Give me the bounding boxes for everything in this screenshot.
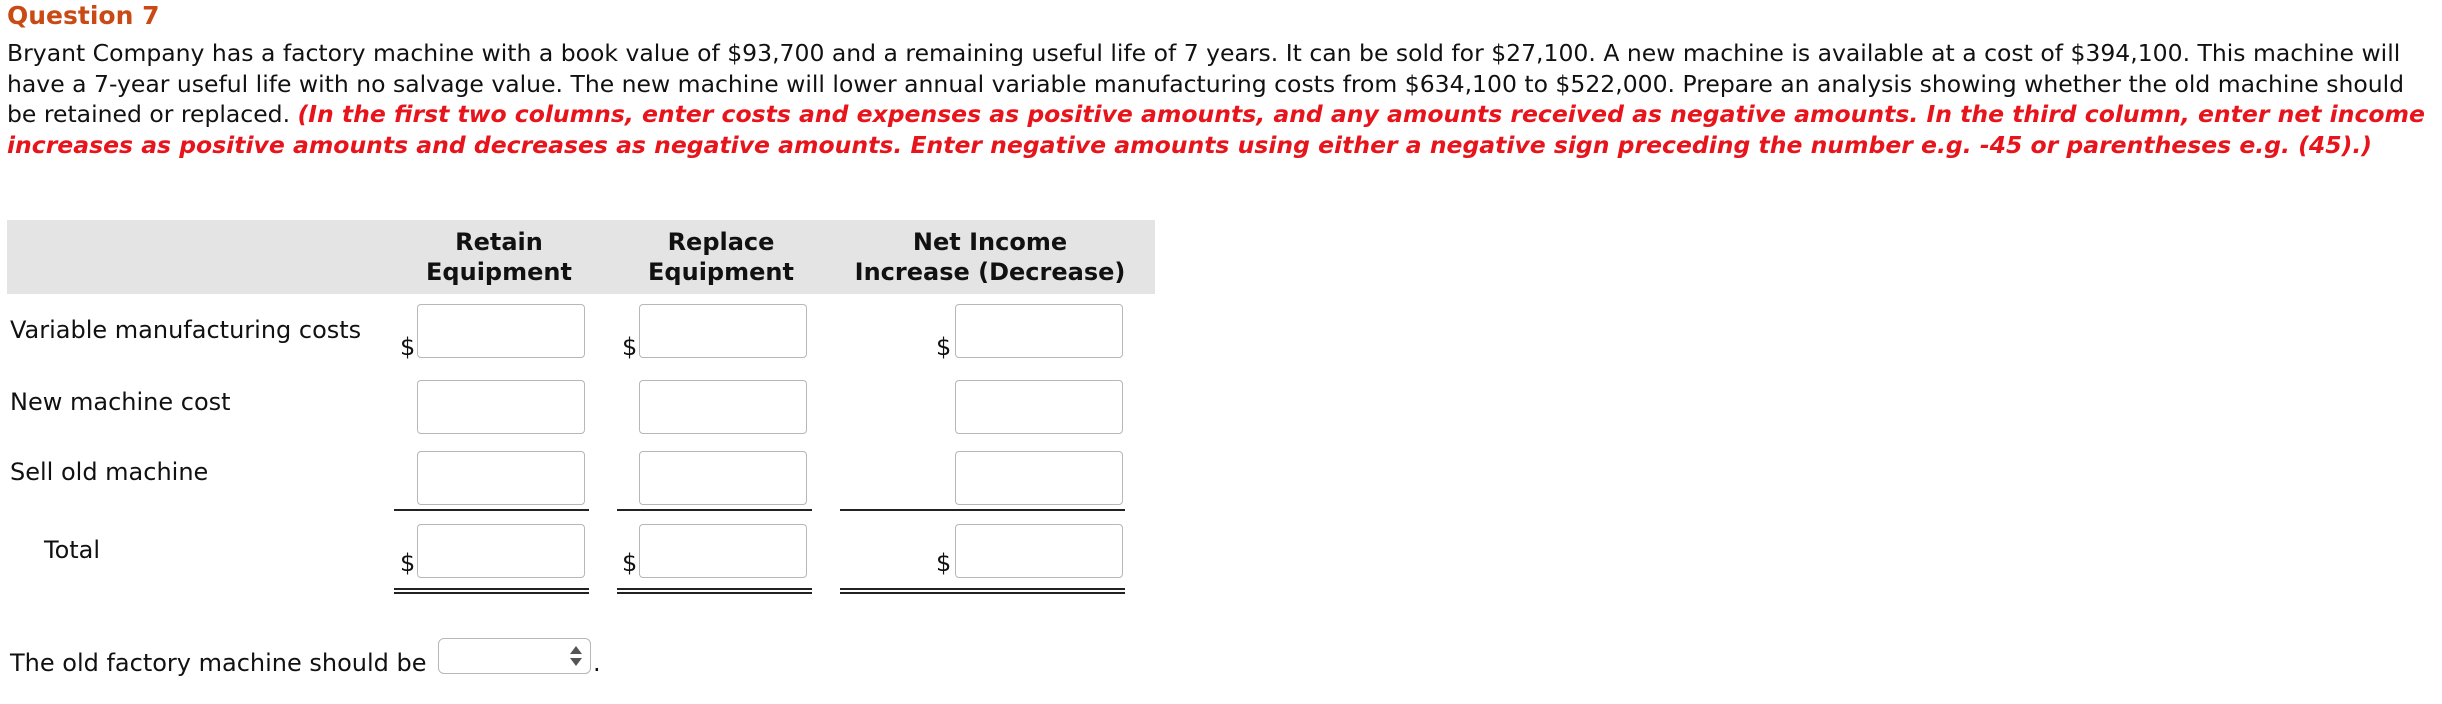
column-header-line: Equipment (426, 258, 572, 286)
currency-symbol: $ (622, 549, 638, 577)
conclusion-period: . (593, 649, 601, 677)
retain-sell-old-machine-input[interactable] (417, 451, 585, 505)
row-label-total: Total (44, 536, 101, 564)
column-header-line: Increase (Decrease) (854, 258, 1126, 286)
column-header-line: Net Income (912, 228, 1068, 256)
row-label-sell-old-machine: Sell old machine (10, 458, 209, 486)
net-variable-costs-input[interactable] (955, 304, 1123, 358)
total-double-rule (617, 588, 812, 594)
currency-symbol: $ (400, 333, 416, 361)
column-header-retain (391, 220, 607, 294)
column-header-line: Replace (667, 228, 775, 256)
table-header (7, 220, 1155, 294)
column-header-line: Retain (455, 228, 543, 256)
net-total-input[interactable] (955, 524, 1123, 578)
replace-sell-old-machine-input[interactable] (639, 451, 807, 505)
retain-total-input[interactable] (417, 524, 585, 578)
row-label-variable-costs: Variable manufacturing costs (10, 316, 362, 344)
retain-variable-costs-input[interactable] (417, 304, 585, 358)
problem-text: Bryant Company has a factory machine with a book value of $93,700 and a remaining useful life of 7 years. It can be sold for $27,100. A new machine is available at a cost of $394,100. This machine will have a 7-year useful life with no salvage value. The new machine will lower annual variable manufacturing costs from $634,100 to $522,000. Prepare an analysis showing whether the old machine should be retained or replaced. (7, 39, 2405, 128)
replace-total-input[interactable] (639, 524, 807, 578)
question-title: Question 7 (7, 1, 160, 30)
subtotal-rule (617, 509, 812, 511)
row-label-new-machine-cost: New machine cost (10, 388, 231, 416)
problem-statement (7, 38, 2432, 160)
replace-new-machine-cost-input[interactable] (639, 380, 807, 434)
currency-symbol: $ (936, 333, 952, 361)
conclusion-select[interactable] (438, 638, 591, 674)
column-header-net-income (835, 220, 1145, 294)
column-header-line: Equipment (648, 258, 794, 286)
chevron-up-icon (570, 646, 582, 654)
retain-new-machine-cost-input[interactable] (417, 380, 585, 434)
total-double-rule (394, 588, 589, 594)
total-double-rule (840, 588, 1125, 594)
currency-symbol: $ (622, 333, 638, 361)
select-arrows-icon (570, 643, 582, 669)
subtotal-rule (394, 509, 589, 511)
chevron-down-icon (570, 658, 582, 666)
instruction-text: (In the first two columns, enter costs and expenses as positive amounts, and any amounts received as negative amounts. In the third column, enter net income increases as positive amounts and decreases as negative amounts. Enter negative amounts using either a negative sign preceding the number e.g. -45 or parentheses e.g. (45).) (7, 100, 2425, 159)
net-sell-old-machine-input[interactable] (955, 451, 1123, 505)
column-header-replace (613, 220, 829, 294)
conclusion-text: The old factory machine should be (10, 649, 427, 677)
subtotal-rule (840, 509, 1125, 511)
replace-variable-costs-input[interactable] (639, 304, 807, 358)
currency-symbol: $ (936, 549, 952, 577)
net-new-machine-cost-input[interactable] (955, 380, 1123, 434)
currency-symbol: $ (400, 549, 416, 577)
